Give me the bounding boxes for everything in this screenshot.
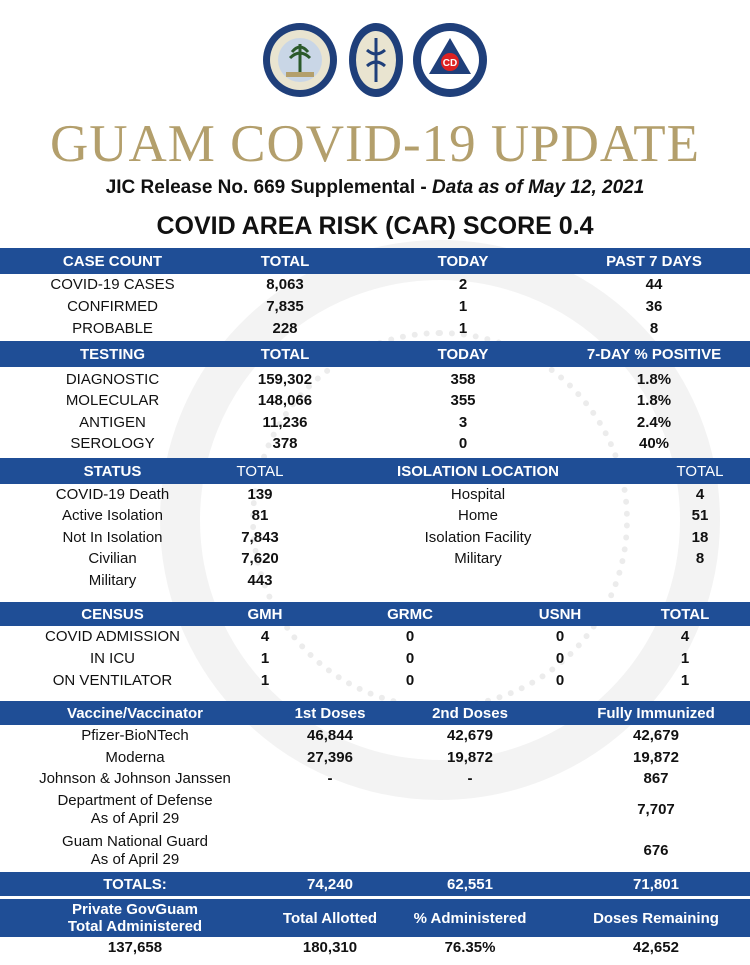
testing-row [0, 391, 750, 413]
testing-row-cell-2: 358 [450, 370, 476, 388]
testing-row-cell-0: ANTIGEN [79, 413, 146, 431]
status-row-cell-1: 443 [247, 571, 273, 589]
status-row-cell-3: 51 [691, 507, 709, 525]
status-row-cell-0: Active Isolation [62, 507, 163, 525]
case-count-row-cell-3: 8 [649, 320, 659, 337]
testing-row-cell-1: 11,236 [262, 413, 308, 431]
testing-row-cell-0: DIAGNOSTIC [65, 370, 160, 388]
vaccine-row-cell-2: 42,679 [447, 727, 493, 744]
status-row-cell-3: 8 [695, 550, 705, 568]
administered-header-col-1: Total Allotted [282, 909, 378, 927]
census-header-col-3: USNH [538, 605, 582, 623]
status-row-cell-1: 139 [247, 485, 273, 503]
status-row-cell-3 [650, 570, 750, 592]
status-row-cell-2: Hospital [450, 485, 506, 503]
release-line [0, 176, 750, 200]
release-number: JIC Release No. 669 Supplemental - [105, 177, 432, 198]
census-row-cell-1: 1 [260, 672, 270, 689]
case-count-row [0, 296, 750, 318]
status-row-cell-1: 7,843 [241, 528, 279, 546]
testing-row-cell-3: 2.4% [636, 413, 672, 431]
census-header [0, 602, 750, 626]
census-row [0, 670, 750, 692]
vaccine-row-cell-1: - [327, 770, 333, 787]
administered-values-cell-0: 137,658 [107, 939, 163, 956]
case-count-row-cell-3: 44 [645, 276, 663, 293]
census-row-cell-4: 4 [680, 628, 690, 645]
status-header-col-2: ISOLATION LOCATION [397, 462, 559, 480]
case-count-row [0, 274, 750, 296]
status-row-cell-1: 7,620 [241, 550, 279, 568]
vaccine-row-cell-2 [400, 790, 540, 830]
governors-office-seal-icon [262, 22, 338, 98]
vaccine-totals-col-3: 71,801 [633, 875, 679, 893]
testing-row-cell-1: 378 [272, 435, 298, 453]
testing-row-cell-3: 40% [638, 435, 670, 453]
census-header-col-0: CENSUS [81, 605, 144, 623]
vaccine-header-col-3: Fully Immunized [597, 704, 715, 722]
case-count-row-cell-0: CONFIRMED [67, 298, 158, 315]
vaccine-row [0, 725, 750, 747]
census-row-cell-0: COVID ADMISSION [44, 628, 181, 645]
status-row-cell-0: COVID-19 Death [55, 485, 170, 503]
public-health-seal-icon [347, 22, 405, 98]
status-row-cell-1: 81 [251, 507, 269, 525]
status-row-cell-0: Military [88, 571, 137, 589]
status-row-cell-0: Civilian [88, 550, 137, 568]
vaccine-row-cell-3: 7,707 [637, 801, 675, 818]
status-header [0, 458, 750, 484]
release-date: Data as of May 12, 2021 [432, 177, 645, 198]
vaccine-totals-col-0: TOTALS: [103, 875, 167, 893]
administered-values-cell-2: 76.35% [444, 939, 496, 956]
vaccine-row-cell-3: 42,679 [633, 727, 679, 744]
administered-header-col-2: % Administered [413, 909, 527, 927]
vaccine-row [0, 769, 750, 789]
vaccine-row-cell-2: - [467, 770, 473, 787]
census-header-col-1: GMH [247, 605, 283, 623]
case-count-row-cell-1: 7,835 [266, 298, 304, 315]
administered-header-col-3: Doses Remaining [593, 909, 719, 927]
case-count-row-cell-2: 1 [458, 320, 468, 337]
testing-header-col-1: TOTAL [260, 345, 310, 363]
testing-row [0, 369, 750, 391]
census-row-cell-4: 1 [680, 672, 690, 689]
vaccine-row-cell-1: 46,844 [307, 727, 353, 744]
testing-row [0, 412, 750, 434]
case-count-row-cell-2: 2 [458, 276, 468, 293]
testing-header-col-0: TESTING [79, 345, 145, 363]
administered-header [0, 899, 750, 937]
status-row [0, 506, 750, 528]
case-count-row-cell-0: COVID-19 CASES [50, 276, 175, 293]
status-row [0, 549, 750, 571]
case-count-row [0, 318, 750, 340]
status-row-cell-0: Not In Isolation [62, 528, 163, 546]
homeland-security-civil-defense-seal-icon [412, 22, 488, 98]
census-row-cell-1: 1 [260, 650, 270, 667]
status-header-col-0: STATUS [83, 462, 142, 480]
vaccine-totals [0, 872, 750, 896]
testing-row-cell-3: 1.8% [636, 392, 672, 410]
case-count-row-cell-3: 36 [645, 298, 663, 315]
case-count-row-cell-0: PROBABLE [72, 320, 153, 337]
census-row-cell-1: 4 [260, 628, 270, 645]
census-row-cell-0: ON VENTILATOR [52, 672, 173, 689]
vaccine-row-cell-2 [400, 830, 540, 872]
census-row [0, 626, 750, 648]
case-count-header-col-0: CASE COUNT [62, 252, 163, 270]
vaccine-row-cell-0: Guam National Guard As of April 29 [62, 833, 208, 868]
testing-row [0, 434, 750, 456]
census-row-cell-3: 0 [555, 650, 565, 667]
administered-header-col-0: Private GovGuam Total Administered [67, 901, 203, 935]
testing-row-cell-0: SEROLOGY [70, 435, 155, 453]
vaccine-row-cell-1: 27,396 [307, 749, 353, 766]
administered-values-cell-3: 42,652 [633, 939, 679, 956]
census-row-cell-3: 0 [555, 628, 565, 645]
status-row-cell-2: Military [454, 550, 502, 568]
census-row-cell-2: 0 [405, 628, 415, 645]
status-row-cell-2: Home [457, 507, 498, 525]
status-row [0, 570, 750, 592]
census-header-col-4: TOTAL [660, 605, 710, 623]
census-row-cell-2: 0 [405, 650, 415, 667]
vaccine-row-cell-2: 19,872 [447, 749, 493, 766]
testing-row-cell-1: 148,066 [257, 392, 313, 410]
testing-row-cell-2: 355 [450, 392, 476, 410]
vaccine-row-cell-0: Moderna [105, 749, 165, 766]
testing-row-cell-1: 159,302 [257, 370, 313, 388]
car-score: COVID AREA RISK (CAR) SCORE 0.4 [156, 212, 594, 240]
vaccine-row-cell-3: 676 [643, 842, 669, 859]
page-title: GUAM COVID-19 UPDATE [49, 115, 701, 173]
vaccine-totals-col-1: 74,240 [307, 875, 353, 893]
testing-row-cell-2: 3 [458, 413, 468, 431]
vaccine-row-cell-0: Department of Defense As of April 29 [57, 792, 213, 827]
vaccine-row [0, 790, 750, 830]
status-header-col-3: TOTAL [676, 462, 724, 480]
administered-values [0, 937, 750, 959]
vaccine-header-col-0: Vaccine/Vaccinator [67, 704, 203, 722]
vaccine-totals-col-2: 62,551 [447, 875, 493, 893]
case-count-header [0, 248, 750, 274]
administered-values-cell-1: 180,310 [302, 939, 358, 956]
vaccine-row-cell-3: 867 [643, 770, 669, 787]
testing-row-cell-3: 1.8% [636, 370, 672, 388]
status-row-cell-2 [368, 570, 588, 592]
vaccine-row-cell-1 [255, 830, 405, 872]
vaccine-header-col-1: 1st Doses [294, 704, 366, 722]
status-row-cell-2: Isolation Facility [424, 528, 532, 546]
census-header-col-2: GRMC [387, 605, 433, 623]
vaccine-row [0, 747, 750, 769]
vaccine-header [0, 701, 750, 725]
vaccine-row-cell-0: Pfizer-BioNTech [81, 727, 189, 744]
case-count-header-col-3: PAST 7 DAYS [606, 252, 702, 270]
vaccine-header-col-2: 2nd Doses [432, 704, 508, 722]
vaccine-row-cell-1 [255, 790, 405, 830]
census-row [0, 648, 750, 670]
case-count-row-cell-1: 228 [272, 320, 298, 337]
testing-row-cell-2: 0 [458, 435, 468, 453]
status-row [0, 484, 750, 506]
testing-header [0, 341, 750, 367]
census-row-cell-4: 1 [680, 650, 690, 667]
case-count-header-col-1: TOTAL [260, 252, 310, 270]
vaccine-row-cell-3: 19,872 [633, 749, 679, 766]
vaccine-row-cell-0: Johnson & Johnson Janssen [39, 770, 231, 787]
census-row-cell-2: 0 [405, 672, 415, 689]
testing-row-cell-0: MOLECULAR [65, 392, 160, 410]
case-count-header-col-2: TODAY [437, 252, 489, 270]
census-row-cell-0: IN ICU [90, 650, 135, 667]
svg-text:CD: CD [442, 58, 458, 69]
census-row-cell-3: 0 [555, 672, 565, 689]
case-count-row-cell-1: 8,063 [266, 276, 304, 293]
status-row-cell-3: 18 [691, 528, 709, 546]
case-count-row-cell-2: 1 [458, 298, 468, 315]
status-row-cell-3: 4 [695, 485, 705, 503]
vaccine-row [0, 830, 750, 872]
status-row [0, 527, 750, 549]
testing-header-col-2: TODAY [437, 345, 489, 363]
testing-header-col-3: 7-DAY % POSITIVE [586, 345, 722, 363]
status-header-col-1: TOTAL [236, 462, 284, 480]
